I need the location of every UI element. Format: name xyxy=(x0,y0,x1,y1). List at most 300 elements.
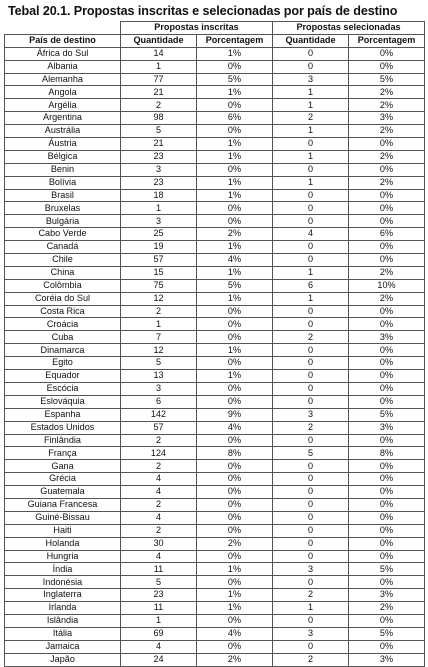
cell-quantidade-selecionadas: 2 xyxy=(273,331,349,344)
table-title: Tebal 20.1. Propostas inscritas e selecionadas por país de destino xyxy=(8,4,398,18)
table-row xyxy=(5,563,425,576)
table-row xyxy=(5,434,425,447)
cell-porcentagem-selecionadas: 0% xyxy=(349,524,425,537)
cell-porcentagem-selecionadas: 0% xyxy=(349,138,425,151)
header-porcentagem-selecionadas: Porcentagem xyxy=(349,34,425,47)
cell-quantidade-inscritas: 98 xyxy=(121,112,197,125)
cell-country: Dinamarca xyxy=(5,344,121,357)
cell-quantidade-selecionadas: 0 xyxy=(273,511,349,524)
cell-quantidade-selecionadas: 0 xyxy=(273,163,349,176)
cell-porcentagem-selecionadas: 0% xyxy=(349,254,425,267)
cell-quantidade-inscritas: 11 xyxy=(121,602,197,615)
cell-country: Hungria xyxy=(5,550,121,563)
cell-porcentagem-selecionadas: 6% xyxy=(349,228,425,241)
cell-country: Irlanda xyxy=(5,602,121,615)
table-row xyxy=(5,357,425,370)
cell-quantidade-inscritas: 30 xyxy=(121,537,197,550)
header-country: País de destino xyxy=(5,34,121,47)
table-row xyxy=(5,241,425,254)
cell-porcentagem-inscritas: 0% xyxy=(197,473,273,486)
cell-quantidade-inscritas: 1 xyxy=(121,614,197,627)
cell-porcentagem-inscritas: 1% xyxy=(197,241,273,254)
cell-quantidade-inscritas: 23 xyxy=(121,176,197,189)
cell-country: Brasil xyxy=(5,189,121,202)
cell-porcentagem-selecionadas: 5% xyxy=(349,627,425,640)
table-row xyxy=(5,279,425,292)
cell-country: Bulgária xyxy=(5,215,121,228)
header-quantidade-inscritas: Quantidade xyxy=(121,34,197,47)
cell-quantidade-inscritas: 21 xyxy=(121,138,197,151)
table-row xyxy=(5,537,425,550)
table-row xyxy=(5,202,425,215)
cell-porcentagem-selecionadas: 2% xyxy=(349,150,425,163)
cell-quantidade-selecionadas: 0 xyxy=(273,254,349,267)
table-row xyxy=(5,550,425,563)
cell-porcentagem-selecionadas: 3% xyxy=(349,421,425,434)
cell-quantidade-selecionadas: 0 xyxy=(273,47,349,60)
cell-quantidade-selecionadas: 2 xyxy=(273,112,349,125)
table-row xyxy=(5,653,425,666)
cell-country: Inglaterra xyxy=(5,589,121,602)
cell-country: Estados Unidos xyxy=(5,421,121,434)
cell-quantidade-selecionadas: 0 xyxy=(273,460,349,473)
cell-quantidade-selecionadas: 5 xyxy=(273,447,349,460)
header-porcentagem-inscritas: Porcentagem xyxy=(197,34,273,47)
cell-porcentagem-inscritas: 0% xyxy=(197,460,273,473)
cell-porcentagem-selecionadas: 0% xyxy=(349,511,425,524)
cell-porcentagem-inscritas: 2% xyxy=(197,653,273,666)
cell-quantidade-selecionadas: 0 xyxy=(273,60,349,73)
cell-porcentagem-inscritas: 0% xyxy=(197,524,273,537)
cell-quantidade-inscritas: 2 xyxy=(121,498,197,511)
cell-porcentagem-selecionadas: 0% xyxy=(349,318,425,331)
cell-country: Cuba xyxy=(5,331,121,344)
cell-quantidade-inscritas: 5 xyxy=(121,357,197,370)
cell-porcentagem-inscritas: 0% xyxy=(197,550,273,563)
cell-country: Haiti xyxy=(5,524,121,537)
cell-quantidade-inscritas: 24 xyxy=(121,653,197,666)
cell-quantidade-inscritas: 4 xyxy=(121,486,197,499)
cell-quantidade-selecionadas: 0 xyxy=(273,357,349,370)
cell-quantidade-selecionadas: 0 xyxy=(273,370,349,383)
cell-porcentagem-inscritas: 2% xyxy=(197,228,273,241)
table-row xyxy=(5,614,425,627)
cell-quantidade-selecionadas: 0 xyxy=(273,486,349,499)
cell-quantidade-selecionadas: 2 xyxy=(273,589,349,602)
cell-country: Jamaica xyxy=(5,640,121,653)
cell-quantidade-inscritas: 2 xyxy=(121,460,197,473)
cell-quantidade-selecionadas: 6 xyxy=(273,279,349,292)
cell-quantidade-selecionadas: 0 xyxy=(273,138,349,151)
cell-quantidade-selecionadas: 0 xyxy=(273,524,349,537)
table-row xyxy=(5,408,425,421)
cell-quantidade-selecionadas: 1 xyxy=(273,86,349,99)
cell-porcentagem-inscritas: 1% xyxy=(197,602,273,615)
cell-quantidade-inscritas: 14 xyxy=(121,47,197,60)
cell-quantidade-inscritas: 4 xyxy=(121,550,197,563)
cell-quantidade-inscritas: 4 xyxy=(121,640,197,653)
cell-porcentagem-selecionadas: 0% xyxy=(349,241,425,254)
table-row xyxy=(5,112,425,125)
cell-porcentagem-inscritas: 0% xyxy=(197,614,273,627)
cell-porcentagem-selecionadas: 3% xyxy=(349,331,425,344)
cell-porcentagem-selecionadas: 2% xyxy=(349,176,425,189)
cell-country: Chile xyxy=(5,254,121,267)
table-row xyxy=(5,395,425,408)
cell-quantidade-selecionadas: 4 xyxy=(273,228,349,241)
cell-quantidade-selecionadas: 0 xyxy=(273,550,349,563)
cell-porcentagem-selecionadas: 0% xyxy=(349,640,425,653)
cell-quantidade-selecionadas: 2 xyxy=(273,421,349,434)
cell-porcentagem-inscritas: 1% xyxy=(197,589,273,602)
cell-porcentagem-inscritas: 8% xyxy=(197,447,273,460)
cell-quantidade-inscritas: 3 xyxy=(121,215,197,228)
cell-country: Coréia do Sul xyxy=(5,292,121,305)
cell-quantidade-selecionadas: 3 xyxy=(273,563,349,576)
cell-porcentagem-selecionadas: 0% xyxy=(349,473,425,486)
cell-quantidade-inscritas: 77 xyxy=(121,73,197,86)
cell-porcentagem-inscritas: 0% xyxy=(197,357,273,370)
cell-country: Equador xyxy=(5,370,121,383)
table-row xyxy=(5,589,425,602)
cell-porcentagem-inscritas: 5% xyxy=(197,73,273,86)
table-row xyxy=(5,602,425,615)
cell-porcentagem-selecionadas: 0% xyxy=(349,576,425,589)
cell-country: França xyxy=(5,447,121,460)
table-row xyxy=(5,150,425,163)
cell-porcentagem-selecionadas: 3% xyxy=(349,589,425,602)
table-row xyxy=(5,421,425,434)
cell-quantidade-inscritas: 5 xyxy=(121,125,197,138)
cell-quantidade-inscritas: 4 xyxy=(121,511,197,524)
cell-quantidade-selecionadas: 0 xyxy=(273,318,349,331)
cell-country: Austrália xyxy=(5,125,121,138)
cell-quantidade-inscritas: 2 xyxy=(121,99,197,112)
cell-country: China xyxy=(5,266,121,279)
cell-porcentagem-selecionadas: 0% xyxy=(349,537,425,550)
cell-quantidade-selecionadas: 3 xyxy=(273,408,349,421)
cell-porcentagem-inscritas: 2% xyxy=(197,537,273,550)
header-row-columns xyxy=(5,34,425,47)
header-group-inscritas: Propostas inscritas xyxy=(121,22,273,35)
cell-porcentagem-selecionadas: 8% xyxy=(349,447,425,460)
cell-quantidade-inscritas: 23 xyxy=(121,589,197,602)
cell-quantidade-inscritas: 19 xyxy=(121,241,197,254)
cell-porcentagem-selecionadas: 0% xyxy=(349,460,425,473)
cell-porcentagem-inscritas: 0% xyxy=(197,576,273,589)
cell-quantidade-inscritas: 11 xyxy=(121,563,197,576)
cell-quantidade-selecionadas: 0 xyxy=(273,344,349,357)
cell-porcentagem-selecionadas: 3% xyxy=(349,112,425,125)
cell-quantidade-inscritas: 21 xyxy=(121,86,197,99)
table-row xyxy=(5,266,425,279)
cell-country: Holanda xyxy=(5,537,121,550)
cell-porcentagem-selecionadas: 0% xyxy=(349,163,425,176)
cell-country: Croácia xyxy=(5,318,121,331)
cell-country: Albania xyxy=(5,60,121,73)
table-row xyxy=(5,627,425,640)
header-group-selecionadas: Propostas selecionadas xyxy=(273,22,425,35)
cell-porcentagem-inscritas: 0% xyxy=(197,125,273,138)
table-row xyxy=(5,176,425,189)
cell-country: Eslováquia xyxy=(5,395,121,408)
cell-quantidade-inscritas: 2 xyxy=(121,524,197,537)
table-body xyxy=(5,47,425,666)
cell-quantidade-inscritas: 1 xyxy=(121,60,197,73)
cell-quantidade-selecionadas: 1 xyxy=(273,266,349,279)
table-row xyxy=(5,498,425,511)
table-row xyxy=(5,318,425,331)
header-row-groups xyxy=(5,22,425,35)
cell-quantidade-selecionadas: 0 xyxy=(273,395,349,408)
cell-quantidade-inscritas: 13 xyxy=(121,370,197,383)
cell-country: Canadá xyxy=(5,241,121,254)
table-row xyxy=(5,228,425,241)
cell-quantidade-selecionadas: 0 xyxy=(273,640,349,653)
cell-porcentagem-selecionadas: 0% xyxy=(349,47,425,60)
cell-porcentagem-selecionadas: 2% xyxy=(349,125,425,138)
cell-porcentagem-inscritas: 9% xyxy=(197,408,273,421)
cell-country: Egito xyxy=(5,357,121,370)
cell-quantidade-inscritas: 3 xyxy=(121,163,197,176)
cell-quantidade-inscritas: 57 xyxy=(121,254,197,267)
cell-country: Argélia xyxy=(5,99,121,112)
cell-quantidade-selecionadas: 0 xyxy=(273,202,349,215)
cell-quantidade-inscritas: 1 xyxy=(121,202,197,215)
cell-porcentagem-selecionadas: 2% xyxy=(349,99,425,112)
cell-porcentagem-inscritas: 1% xyxy=(197,150,273,163)
cell-quantidade-inscritas: 6 xyxy=(121,395,197,408)
header-empty xyxy=(5,22,121,35)
cell-quantidade-inscritas: 4 xyxy=(121,473,197,486)
cell-country: Escócia xyxy=(5,382,121,395)
cell-porcentagem-inscritas: 1% xyxy=(197,266,273,279)
cell-quantidade-inscritas: 12 xyxy=(121,344,197,357)
cell-porcentagem-selecionadas: 0% xyxy=(349,305,425,318)
cell-quantidade-selecionadas: 0 xyxy=(273,498,349,511)
cell-country: Angola xyxy=(5,86,121,99)
cell-porcentagem-selecionadas: 0% xyxy=(349,357,425,370)
cell-porcentagem-inscritas: 0% xyxy=(197,640,273,653)
cell-porcentagem-selecionadas: 3% xyxy=(349,653,425,666)
cell-quantidade-inscritas: 7 xyxy=(121,331,197,344)
table-row xyxy=(5,292,425,305)
cell-quantidade-inscritas: 23 xyxy=(121,150,197,163)
cell-porcentagem-inscritas: 0% xyxy=(197,99,273,112)
table-row xyxy=(5,576,425,589)
table-row xyxy=(5,254,425,267)
cell-quantidade-inscritas: 1 xyxy=(121,318,197,331)
cell-porcentagem-inscritas: 0% xyxy=(197,163,273,176)
table-row xyxy=(5,460,425,473)
cell-porcentagem-inscritas: 1% xyxy=(197,344,273,357)
table-row xyxy=(5,382,425,395)
cell-country: Espanha xyxy=(5,408,121,421)
cell-porcentagem-inscritas: 0% xyxy=(197,382,273,395)
table-row xyxy=(5,125,425,138)
cell-country: Alemanha xyxy=(5,73,121,86)
cell-country: Bélgica xyxy=(5,150,121,163)
table-row xyxy=(5,163,425,176)
cell-quantidade-inscritas: 18 xyxy=(121,189,197,202)
cell-porcentagem-selecionadas: 2% xyxy=(349,292,425,305)
cell-quantidade-inscritas: 142 xyxy=(121,408,197,421)
table-row xyxy=(5,215,425,228)
cell-country: Finlândia xyxy=(5,434,121,447)
cell-country: Guiné-Bissau xyxy=(5,511,121,524)
cell-porcentagem-selecionadas: 0% xyxy=(349,434,425,447)
cell-porcentagem-inscritas: 5% xyxy=(197,279,273,292)
cell-quantidade-selecionadas: 2 xyxy=(273,653,349,666)
cell-porcentagem-selecionadas: 5% xyxy=(349,73,425,86)
cell-porcentagem-selecionadas: 0% xyxy=(349,344,425,357)
cell-quantidade-selecionadas: 1 xyxy=(273,602,349,615)
cell-porcentagem-selecionadas: 2% xyxy=(349,86,425,99)
cell-country: Islândia xyxy=(5,614,121,627)
cell-country: Bolívia xyxy=(5,176,121,189)
cell-quantidade-selecionadas: 1 xyxy=(273,292,349,305)
proposals-table xyxy=(4,21,425,667)
cell-porcentagem-selecionadas: 0% xyxy=(349,202,425,215)
cell-porcentagem-selecionadas: 0% xyxy=(349,486,425,499)
cell-porcentagem-selecionadas: 5% xyxy=(349,563,425,576)
cell-country: Indonésia xyxy=(5,576,121,589)
cell-porcentagem-inscritas: 1% xyxy=(197,138,273,151)
table-row xyxy=(5,511,425,524)
cell-porcentagem-selecionadas: 0% xyxy=(349,60,425,73)
cell-porcentagem-inscritas: 1% xyxy=(197,47,273,60)
cell-country: Itália xyxy=(5,627,121,640)
cell-porcentagem-inscritas: 0% xyxy=(197,331,273,344)
cell-porcentagem-inscritas: 0% xyxy=(197,498,273,511)
cell-porcentagem-inscritas: 6% xyxy=(197,112,273,125)
cell-quantidade-inscritas: 12 xyxy=(121,292,197,305)
table-row xyxy=(5,486,425,499)
cell-quantidade-inscritas: 5 xyxy=(121,576,197,589)
cell-porcentagem-inscritas: 0% xyxy=(197,318,273,331)
cell-country: Colômbia xyxy=(5,279,121,292)
cell-porcentagem-selecionadas: 5% xyxy=(349,408,425,421)
cell-country: Guiana Francesa xyxy=(5,498,121,511)
cell-quantidade-inscritas: 57 xyxy=(121,421,197,434)
cell-porcentagem-selecionadas: 10% xyxy=(349,279,425,292)
cell-porcentagem-selecionadas: 0% xyxy=(349,382,425,395)
cell-quantidade-inscritas: 2 xyxy=(121,434,197,447)
header-quantidade-selecionadas: Quantidade xyxy=(273,34,349,47)
cell-porcentagem-inscritas: 0% xyxy=(197,486,273,499)
cell-quantidade-selecionadas: 1 xyxy=(273,125,349,138)
cell-porcentagem-selecionadas: 0% xyxy=(349,498,425,511)
cell-quantidade-selecionadas: 0 xyxy=(273,382,349,395)
cell-quantidade-inscritas: 25 xyxy=(121,228,197,241)
table-row xyxy=(5,370,425,383)
cell-country: Índia xyxy=(5,563,121,576)
cell-country: Grécia xyxy=(5,473,121,486)
table-row xyxy=(5,47,425,60)
cell-porcentagem-selecionadas: 0% xyxy=(349,370,425,383)
cell-porcentagem-inscritas: 0% xyxy=(197,202,273,215)
table-row xyxy=(5,99,425,112)
table-row xyxy=(5,524,425,537)
table-row xyxy=(5,473,425,486)
cell-country: Costa Rica xyxy=(5,305,121,318)
cell-country: Japão xyxy=(5,653,121,666)
table-row xyxy=(5,189,425,202)
cell-porcentagem-inscritas: 0% xyxy=(197,434,273,447)
table-row xyxy=(5,344,425,357)
cell-porcentagem-inscritas: 1% xyxy=(197,563,273,576)
cell-porcentagem-inscritas: 0% xyxy=(197,60,273,73)
cell-quantidade-inscritas: 75 xyxy=(121,279,197,292)
cell-porcentagem-selecionadas: 0% xyxy=(349,395,425,408)
cell-porcentagem-inscritas: 0% xyxy=(197,215,273,228)
cell-porcentagem-inscritas: 1% xyxy=(197,370,273,383)
cell-quantidade-selecionadas: 0 xyxy=(273,473,349,486)
cell-porcentagem-inscritas: 4% xyxy=(197,421,273,434)
cell-quantidade-selecionadas: 0 xyxy=(273,241,349,254)
cell-quantidade-selecionadas: 0 xyxy=(273,576,349,589)
cell-country: Guatemala xyxy=(5,486,121,499)
table-row xyxy=(5,60,425,73)
cell-quantidade-selecionadas: 0 xyxy=(273,614,349,627)
cell-quantidade-selecionadas: 0 xyxy=(273,434,349,447)
cell-quantidade-selecionadas: 0 xyxy=(273,305,349,318)
table-row xyxy=(5,447,425,460)
cell-porcentagem-inscritas: 4% xyxy=(197,254,273,267)
cell-country: África do Sul xyxy=(5,47,121,60)
table-row xyxy=(5,73,425,86)
cell-quantidade-selecionadas: 1 xyxy=(273,99,349,112)
table-row xyxy=(5,305,425,318)
cell-porcentagem-inscritas: 4% xyxy=(197,627,273,640)
cell-country: Argentina xyxy=(5,112,121,125)
table-row xyxy=(5,86,425,99)
cell-porcentagem-inscritas: 1% xyxy=(197,292,273,305)
cell-quantidade-selecionadas: 3 xyxy=(273,73,349,86)
cell-porcentagem-selecionadas: 2% xyxy=(349,266,425,279)
cell-quantidade-inscritas: 69 xyxy=(121,627,197,640)
cell-quantidade-inscritas: 3 xyxy=(121,382,197,395)
cell-porcentagem-selecionadas: 0% xyxy=(349,189,425,202)
cell-porcentagem-inscritas: 0% xyxy=(197,305,273,318)
cell-porcentagem-selecionadas: 2% xyxy=(349,602,425,615)
cell-porcentagem-selecionadas: 0% xyxy=(349,550,425,563)
cell-quantidade-selecionadas: 0 xyxy=(273,189,349,202)
cell-porcentagem-selecionadas: 0% xyxy=(349,614,425,627)
cell-porcentagem-inscritas: 0% xyxy=(197,395,273,408)
cell-porcentagem-selecionadas: 0% xyxy=(349,215,425,228)
cell-quantidade-inscritas: 2 xyxy=(121,305,197,318)
table-row xyxy=(5,138,425,151)
table-row xyxy=(5,640,425,653)
cell-porcentagem-inscritas: 1% xyxy=(197,189,273,202)
cell-country: Benin xyxy=(5,163,121,176)
cell-quantidade-selecionadas: 3 xyxy=(273,627,349,640)
cell-country: Áustria xyxy=(5,138,121,151)
cell-porcentagem-inscritas: 0% xyxy=(197,511,273,524)
cell-quantidade-selecionadas: 0 xyxy=(273,215,349,228)
cell-quantidade-inscritas: 15 xyxy=(121,266,197,279)
cell-country: Bruxelas xyxy=(5,202,121,215)
cell-quantidade-selecionadas: 0 xyxy=(273,537,349,550)
cell-country: Cabo Verde xyxy=(5,228,121,241)
cell-quantidade-selecionadas: 1 xyxy=(273,176,349,189)
cell-country: Gana xyxy=(5,460,121,473)
cell-porcentagem-inscritas: 1% xyxy=(197,176,273,189)
cell-quantidade-selecionadas: 1 xyxy=(273,150,349,163)
cell-quantidade-inscritas: 124 xyxy=(121,447,197,460)
cell-porcentagem-inscritas: 1% xyxy=(197,86,273,99)
